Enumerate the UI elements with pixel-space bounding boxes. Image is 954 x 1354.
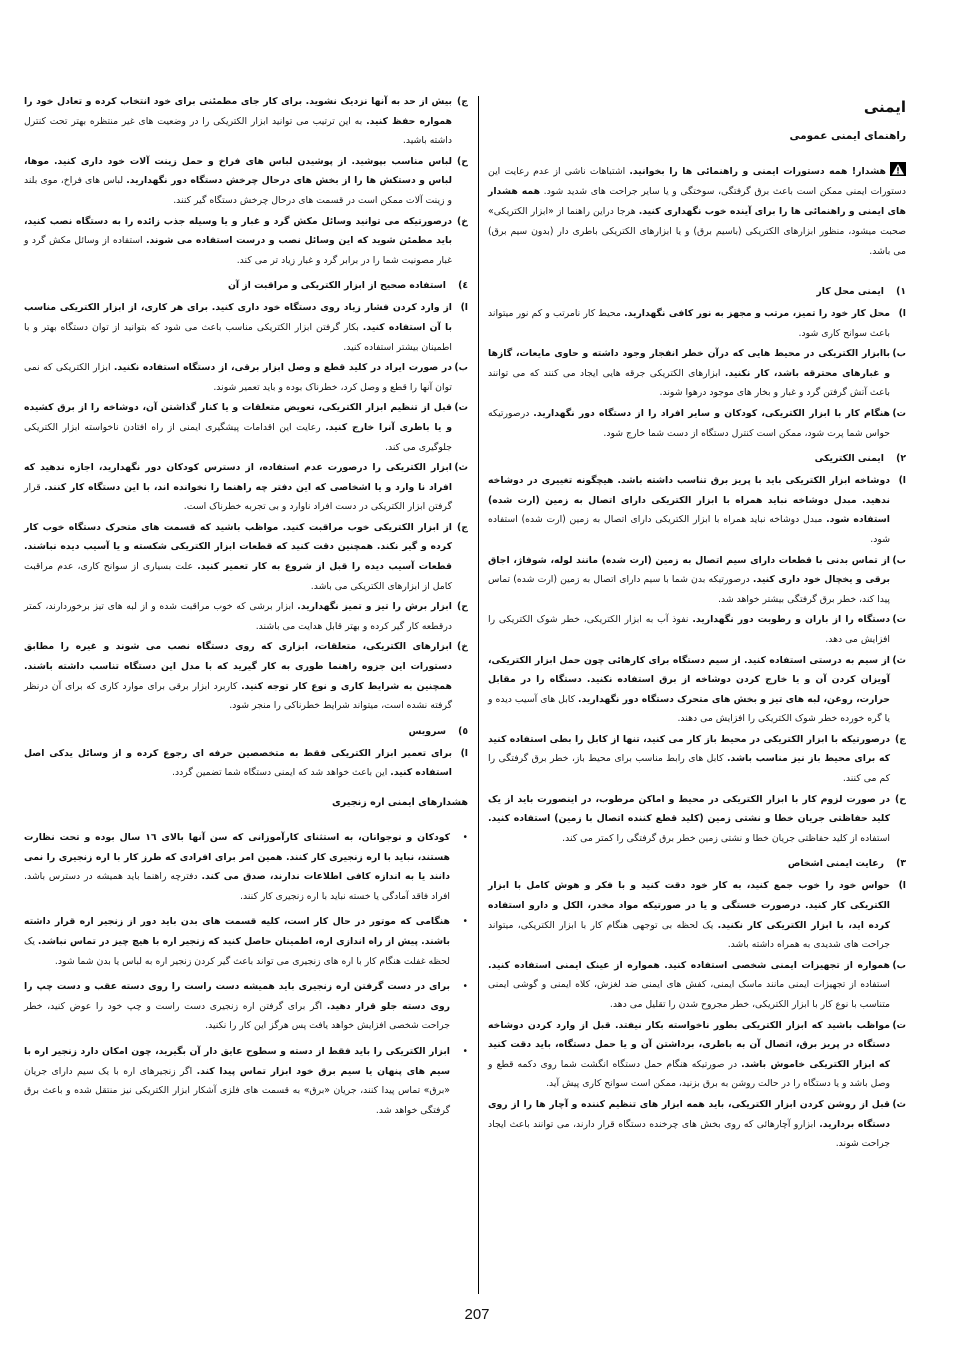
item-normal-text: درصورتیکه بدن شما با سیم دارای اتصال به زمین (ارت شده) تماس پیدا کند، خطر برق گرفتگی بیشتر خواهد شد.	[488, 574, 890, 605]
item-normal-text: محیط کار نامرتب و کم نور میتواند باعث سوانح کاری شود.	[488, 308, 890, 339]
list-item	[488, 404, 906, 443]
right-column	[488, 92, 906, 1155]
list-item	[24, 744, 468, 783]
section-service	[24, 722, 468, 783]
item-normal-text: مبدل دوشاخه نباید همراه با ابزار الکتریکی دارای اتصال به زمین (ارت شده) استفاده شود.	[488, 514, 890, 545]
item-text	[24, 977, 450, 1036]
item-text	[24, 298, 452, 357]
page-subtitle: راهنمای ایمنی عمومی	[789, 130, 906, 142]
item-normal-text: ابزار الکتریکی که نمی توان آنها را قطع و وصل کرد، خطرناک بوده و باید تعمیر شوند.	[24, 362, 452, 393]
item-normal-text: لباس های فراخ، موی بلند و زینت آلات ممکن است در قسمت های درحال چرخش دستگاه گیر کنند.	[24, 175, 452, 206]
item-bold-text: قبل از روشن کردن ابزار الکتریکی، باید همه ابزار های تنظیم کننده و آچار ها را از روی دستگاه بردارید.	[488, 1098, 890, 1130]
list-item	[24, 637, 468, 715]
item-normal-text: ابزار برشی که خوب مراقبت شده و از لبه های تیز برخوردارند، کمتر درقطعه کار گیر کرده و بهتر قابل هدایت می باشند.	[24, 601, 452, 632]
item-text	[488, 610, 890, 649]
item-bold-text: برای تعمیر ابزار الکتریکی فقط به متخصصین حرفه ای رجوع کرده و از وسائل یدکی اصل استفاده کنید.	[24, 747, 452, 779]
item-bold-text: ابزارهای الکتریکی، متعلقات، ابزاری که روی دستگاه نصب می شوند و غیره را مطابق دستورات این جزوه راهنما طوری به کار گیرید که با مدل این دستگاه تناسب داشته باشند. همچنین به شرایط کاری و نوع کار توجه کنید.	[24, 641, 452, 692]
item-marker: ث)	[892, 1098, 906, 1110]
chainsaw-warnings-list	[24, 828, 468, 1120]
bullet-item	[24, 977, 468, 1036]
item-normal-text: اگر زنجیرهای اره با یک سیم دارای جریان «برق» تماس پیدا کنند، جریان «برق» به قسمت های فلزی آشکار ابزار الکتریکی نیز منتقل شده و باعث برق گرفتگی خواهد شد.	[24, 1065, 450, 1116]
item-bold-text: از تماس بدنی با قطعات دارای سیم اتصال به زمین (ارت شده) مانند لوله، شوفاژ، اجاق برقی و یخچال خود داری کنید.	[488, 554, 890, 586]
item-text	[488, 551, 890, 610]
item-bold-text: هنگامی که موتور در حال کار است، کلیه قسمت های بدن باید دور از زنجیر اره قرار داشته باشند. پیش از راه اندازی اره، اطمینان حاصل کنید که زنجیر اره با هیچ چیز در تماس نباشد.	[24, 916, 451, 947]
item-text	[24, 1042, 450, 1120]
item-bold-text: دوشاخه ابزار الکتریکی باید با پریز برق تناسب داشته باشد. هیچگونه تغییری در دوشاخه ندهید. مبدل دوشاخه نباید همراه با ابزار الکتریکی دارای اتصال به زمین (ارت شده) استفاده شود.	[488, 475, 890, 526]
list-item	[488, 344, 906, 403]
warning-text: اشتباهات ناشی از عدم رعایت این دستورات ایمنی ممکن است باعث برق گرفتگی، سوختگی و یا سایر جراحت های شدید شود.	[488, 166, 906, 197]
item-bold-text: از سیم به درستی استفاده کنید. از سیم دستگاه برای کارهائی چون حمل ابزار الکتریکی، آویزان کردن آن و یا خارج کردن دوشاخه از برق استفاده نکنید. دستگاه را در مقابل حرارت، روغن، لبه های تیز و بخش های متحرک دستگاه دور نگهدارید.	[488, 654, 890, 705]
item-text	[488, 876, 890, 954]
section-title: استفاده صحیح از ابزار الکتریکی و مراقبت از آن	[227, 280, 446, 292]
warning-triangle-icon	[890, 162, 906, 176]
item-bold-text: لباس مناسب بپوشید. از پوشیدن لباس های فراخ و حمل زینت آلات خود داری کنید. موها، لباس و دستکش ها را از بخش های درحال چرخش دستگاه دور نگهدارید.	[24, 155, 452, 187]
personal-safety-continued	[24, 92, 468, 270]
safety-sections	[488, 282, 906, 1154]
item-marker: ت)	[454, 402, 468, 414]
section-number: ۱)	[896, 286, 906, 297]
list-item	[24, 212, 468, 271]
item-bold-text: هنگام کار با ابزار الکتریکی، کودکان و سایر افراد را از دستگاه دور نگهدارید.	[533, 407, 890, 419]
item-bold-text: بیش از حد به آنها نزدیک نشوید. برای کار جای مطمئنی برای خود انتخاب کرده و تعادل خود را همواره حفظ کنید.	[24, 96, 452, 127]
item-bold-text: از ابزار الکتریکی خوب مراقبت کنید. مواظب باشید که قسمت های متحرک دستگاه خوب کار کرده و گیر نکند. همچنین دقت کنید که قطعات ابزار الکتریکی شکسته و یا آسیب دیده نباشند. قطعات آسیب دیده را قبل از شروع به کار تعمیر کنید.	[24, 521, 452, 573]
item-text	[488, 344, 890, 403]
item-normal-text: یک لحظه غفلت هنگام کار با اره های زنجیری می تواند باعث گیر کردن زنجیر اره به لباس یا بدن شما شود.	[24, 935, 450, 967]
item-text	[24, 152, 452, 211]
item-bold-text: ابزار الکتریکی را باید فقط از دسته و سطوح عایق دار آن بگیرید، چون امکان دارد زنجیر اره با سیم های پنهان یا سیم برق خود ابزار تماس پیدا کند.	[24, 1045, 450, 1077]
item-normal-text: علت بسیاری از سوانح کاری، عدم مراقبت کامل از ابزارهای الکتریکی می باشد.	[24, 561, 452, 592]
item-marker: ا)	[898, 880, 906, 892]
item-marker: ج)	[895, 733, 906, 745]
section-heading	[488, 282, 906, 302]
page-number: 207	[464, 1306, 490, 1323]
warning-text: هرجا دراین راهنما از «ابزار الکتریکی» صحبت میشود، منظور ابزارهای الکتریکی (باسیم برق) و یا ابزارهای الکتریکی باطری دار (بدون سیم برق) می باشد.	[488, 206, 906, 257]
item-marker: ج)	[457, 521, 468, 533]
item-bold-text: ابزار الکتریکی را درصورت عدم استفاده، از دسترس کودکان دور نگهدارید، اجازه ندهید که افراد نا وارد و یا اشخاصی که این دفتر چه راهنما را نخوانده اند، با این دستگاه کار کنند.	[24, 462, 453, 493]
item-marker: ب)	[892, 959, 906, 971]
item-text	[488, 956, 890, 1015]
item-marker: •	[462, 916, 468, 928]
item-bold-text: دستگاه را از باران و رطوبت دور نگهدارید.	[692, 614, 890, 626]
item-text	[24, 458, 452, 517]
item-marker: ب)	[454, 362, 468, 374]
item-marker: ا)	[898, 475, 906, 487]
list-item	[488, 551, 906, 610]
item-normal-text: درصورتیکه حواس شما پرت شود، ممکن است کنترل دستگاه از دست شما خارج شود.	[488, 407, 890, 439]
section-number: ۲)	[896, 453, 906, 465]
item-normal-text: ابزارهای الکتریکی جرقه هایی ایجاد می کنند که می توانند باعث آتش گرفتن گرد و غبار و بخار های موجود درهوا شوند.	[488, 367, 890, 399]
item-normal-text: دفترچه راهنما باید همیشه در دسترس باشد. افراد فاقد آمادگی یا خسته نباید با اره زنجیری کار کنند.	[24, 871, 450, 902]
list-item	[488, 471, 906, 549]
item-text	[488, 471, 890, 549]
item-bold-text: ابزار برش را تیز و تمیز نگهدارید.	[297, 601, 452, 613]
item-normal-text: استفاده از تجهیزات ایمنی مانند ماسک ایمنی، کفش های ایمنی ضد لغزش، کلاه ایمنی و گوشی ایمنی متناسب با نوع کار با ابزار الکتریکی، خطر مجروح شدن را تقلیل می دهد.	[488, 979, 890, 1010]
section-heading	[488, 449, 906, 469]
item-marker: ا)	[460, 747, 468, 759]
item-bold-text: حواس خود را خوب جمع کنید، به کار خود دقت کنید و با فکر و هوش کامل با ابزار الکتریکی کار کنید. درصورت خستگی و یا در صورتیکه مواد مخدر، الکل و دارو استفاده کرده اید، با ابزار الکتریکی کار نکنید.	[488, 880, 890, 931]
item-text	[24, 358, 452, 397]
bullet-item	[24, 1042, 468, 1120]
item-normal-text: این باعث خواهد شد که ایمنی دستگاه شما تضمین گردد.	[172, 767, 391, 779]
item-text	[24, 398, 452, 457]
item-normal-text: ابزارو آچارهائی که روی بخش های چرخنده دستگاه قرار دارند، می توانند باعث ایجاد جراحت شوند.	[488, 1118, 890, 1150]
warning-bold-text: هشدار! همه دستورات ایمنی و راهنمائی ها را بخوانید.	[629, 166, 886, 177]
item-normal-text: استفاده از کلید حفاظتی جریان خطا و نشتی زمین خطر برق گرفتگی را کمتر می کند.	[562, 832, 890, 844]
item-text	[24, 518, 452, 596]
section-number: ٥)	[458, 725, 468, 737]
bullet-item	[24, 828, 468, 906]
list-item	[24, 92, 468, 151]
section-power-tool-use	[24, 276, 468, 715]
section-title: سرویس	[408, 725, 446, 737]
item-text	[24, 637, 452, 715]
item-text	[488, 730, 890, 789]
list-item	[24, 458, 468, 517]
item-marker: ا)	[898, 308, 906, 319]
item-bold-text: محل کار خود را تمیز، مرتب و مجهز به نور کافی نگهدارید.	[624, 308, 890, 319]
item-normal-text: به این ترتیب می توانید ابزار الکتریکی را در وضعیت های غیر منتظره بهتر تحت کنترل داشته باشید.	[24, 115, 452, 147]
warning-bold-text: همه هشدار های ایمنی و راهنمائی ها را برای آینده خوب نگهداری کنید.	[488, 186, 906, 217]
item-normal-text: کاربرد ابزار برقی برای موارد کاری که برای آن درنظر گرفته نشده است، میتواند شرایط خطرناکی را منجر شود.	[24, 680, 452, 712]
column-divider	[478, 96, 479, 1294]
list-item	[24, 518, 468, 596]
item-normal-text: بکار گرفتن ابزار الکتریکی مناسب باعث می شود که بتوانید از توان دستگاه بهتر و با اطمینان بیشتر استفاده کنید.	[24, 321, 452, 353]
item-marker: خ)	[457, 215, 468, 227]
item-text	[488, 651, 890, 729]
chainsaw-warnings-title: هشدارهای ایمنی اره زنجیری	[332, 797, 468, 808]
list-item	[24, 597, 468, 636]
item-marker: •	[462, 832, 468, 843]
item-normal-text: کابل های رابط مناسب برای محیط باز، خطر برق گرفتگی را کم می کنند.	[488, 753, 890, 785]
item-marker: ث)	[892, 654, 906, 666]
list-item	[24, 358, 468, 397]
list-item	[488, 610, 906, 649]
section-heading	[24, 276, 468, 296]
item-text	[24, 212, 452, 271]
left-column	[24, 92, 468, 1126]
item-marker: ح)	[895, 793, 906, 805]
item-marker: ت)	[892, 614, 906, 626]
item-marker: ج)	[457, 96, 468, 107]
item-marker: •	[462, 1045, 468, 1057]
list-item	[488, 790, 906, 849]
item-normal-text: نفوذ آب به ابزار الکتریکی، خطر شوک الکتریکی را افزایش می دهد.	[488, 614, 890, 645]
list-item	[24, 152, 468, 211]
item-marker: •	[462, 981, 468, 993]
item-text	[24, 744, 452, 783]
item-bold-text: باابزار الکتریکی در محیط هایی که درآن خطر انفجار وجود داشته و حاوی مایعات، گازها و غبارهای محترقه باشد، کار نکنید.	[488, 348, 890, 379]
item-normal-text: اگر برای گرفتن اره زنجیری دست راست و چپ خود را عوض کنید، خطر جراحت شخصی افزایش خواهد یافت پس هرگز این کار را نکنید.	[24, 1000, 450, 1032]
page-title: ایمنی	[863, 98, 906, 116]
item-text	[24, 597, 452, 636]
item-marker: ت)	[892, 1019, 906, 1031]
list-item	[488, 730, 906, 789]
item-bold-text: کودکان و نوجوانان، به استثنای کارآموزانی که سن آنها بالای ١٦ سال بوده و تحت نظارت هستند، نباید با اره زنجیری کار کنند. همین امر برای افرادی که طرز کار با اره زنجیری را نمی دانند یا به اندازه کافی اطلاعات ندارند، صدق می کند.	[24, 832, 451, 883]
item-bold-text: قبل از تنظیم ابزار الکتریکی، تعویض متعلقات و یا کنار گذاشتن آن، دوشاخه را از برق کشیده و یا باطری آنرا خارج کنید.	[24, 402, 453, 433]
item-text	[24, 828, 450, 906]
item-bold-text: از وارد کردن فشار زیاد روی دستگاه خود داری کنید. برای هر کاری، از ابزار الکتریکی مناسب با آن استفاده کنید.	[24, 302, 452, 333]
item-normal-text: در صورتیکه هنگام حمل دستگاه انگشت شما روی دکمه قطع و وصل باشد و یا دستگاه را در حالت روشن به برق بزنید، ممکن است سوانح کاری پیش آید.	[488, 1058, 890, 1090]
list-item	[488, 1095, 906, 1154]
section-heading	[24, 722, 468, 742]
item-marker: ث)	[454, 462, 468, 474]
item-bold-text: درصورتیکه می توانید وسائل مکش گرد و غبار و یا وسیله جذب زائده را به دستگاه نصب کنید، باید مطمئن شوید که این وسائل نصب و درست استفاده می شوند.	[24, 215, 453, 247]
item-text	[488, 1095, 890, 1154]
general-warning	[488, 162, 906, 262]
item-normal-text: قرار گرفتن ابزار الکتریکی در دست افراد ناوارد و بی تجربه خطرناک است.	[24, 481, 452, 513]
section-number: ۳)	[896, 858, 906, 870]
list-item	[24, 398, 468, 457]
item-marker: ا)	[460, 302, 468, 314]
item-marker: خ)	[457, 641, 468, 653]
item-marker: ح)	[457, 155, 468, 167]
item-marker: ب)	[892, 348, 906, 360]
item-normal-text: رعایت این اقدامات پیشگیری ایمنی از راه افتادن ناخواسته ابزار الکتریکی جلوگیری می کند.	[24, 421, 452, 453]
bullet-item	[24, 912, 468, 971]
item-bold-text: برای در دست گرفتن اره زنجیری باید همیشه دست راست را روی دسته عقب و دست چپ را روی دسته جلو قرار دهید.	[24, 981, 450, 1012]
item-text	[488, 790, 890, 849]
item-bold-text: در صورت ایراد در کلید قطع و وصل ابزار برقی، از دستگاه استفاده نکنید.	[113, 362, 452, 374]
item-normal-text: یک لحظه بی توجهی هنگام کار با ابزار الکتریکی، میتواند جراحت های شدیدی به همراه داشته باشد.	[488, 919, 890, 951]
item-normal-text: استفاده از وسائل مکش گرد و غبار مصونیت شما را در برابر گرد و غبار زیاد تر می کند.	[24, 235, 452, 266]
item-text	[24, 92, 452, 151]
item-text	[488, 1016, 890, 1094]
item-bold-text: درصورتیکه با ابزار الکتریکی در محیط باز کار می کنید، تنها از کابل را بطی استفاده کنید که برای محیط باز نیز مناسب باشد.	[488, 733, 890, 765]
list-item	[488, 1016, 906, 1094]
item-bold-text: مواظب باشید که ابزار الکتریکی بطور ناخواسته بکار نیفتد. قبل از وارد کردن دوشاخه دستگاه در پریز برق، اتصال آن به باطری، برداشتن آن و یا حمل دستگاه، باید دقت کنید که ابزار الکتریکی خاموش باشد.	[488, 1019, 890, 1070]
item-text	[488, 404, 890, 443]
section-title: رعایت ایمنی اشخاص	[787, 858, 884, 870]
item-bold-text: همواره از تجهیزات ایمنی شخصی استفاده کنید. همواره از عینک ایمنی استفاده کنید.	[488, 959, 890, 971]
section-number: ٤)	[458, 280, 468, 292]
item-normal-text: کابل های آسیب دیده و یا گره خورده خطر شوک الکتریکی را افزایش می دهند.	[488, 693, 890, 725]
item-bold-text: در صورت لزوم کار با ابزار الکتریکی در محیط و اماکن مرطوب، در اینصورت باید از یک کلید حفاظتی جریان خطا و نشتی زمین (کلید قطع کننده اتصال با زمین) استفاده کنید.	[488, 793, 890, 825]
item-marker: ب)	[892, 554, 906, 566]
list-item	[488, 304, 906, 343]
list-item	[488, 876, 906, 954]
section-title: ایمنی محل کار	[816, 286, 884, 297]
item-text	[488, 304, 890, 343]
list-item	[488, 651, 906, 729]
item-marker: ح)	[457, 601, 468, 613]
list-item	[24, 298, 468, 357]
item-text	[24, 912, 450, 971]
section-heading	[488, 854, 906, 874]
list-item	[488, 956, 906, 1015]
item-marker: ت)	[892, 407, 906, 419]
section-title: ایمنی الکتریکی	[814, 453, 884, 465]
